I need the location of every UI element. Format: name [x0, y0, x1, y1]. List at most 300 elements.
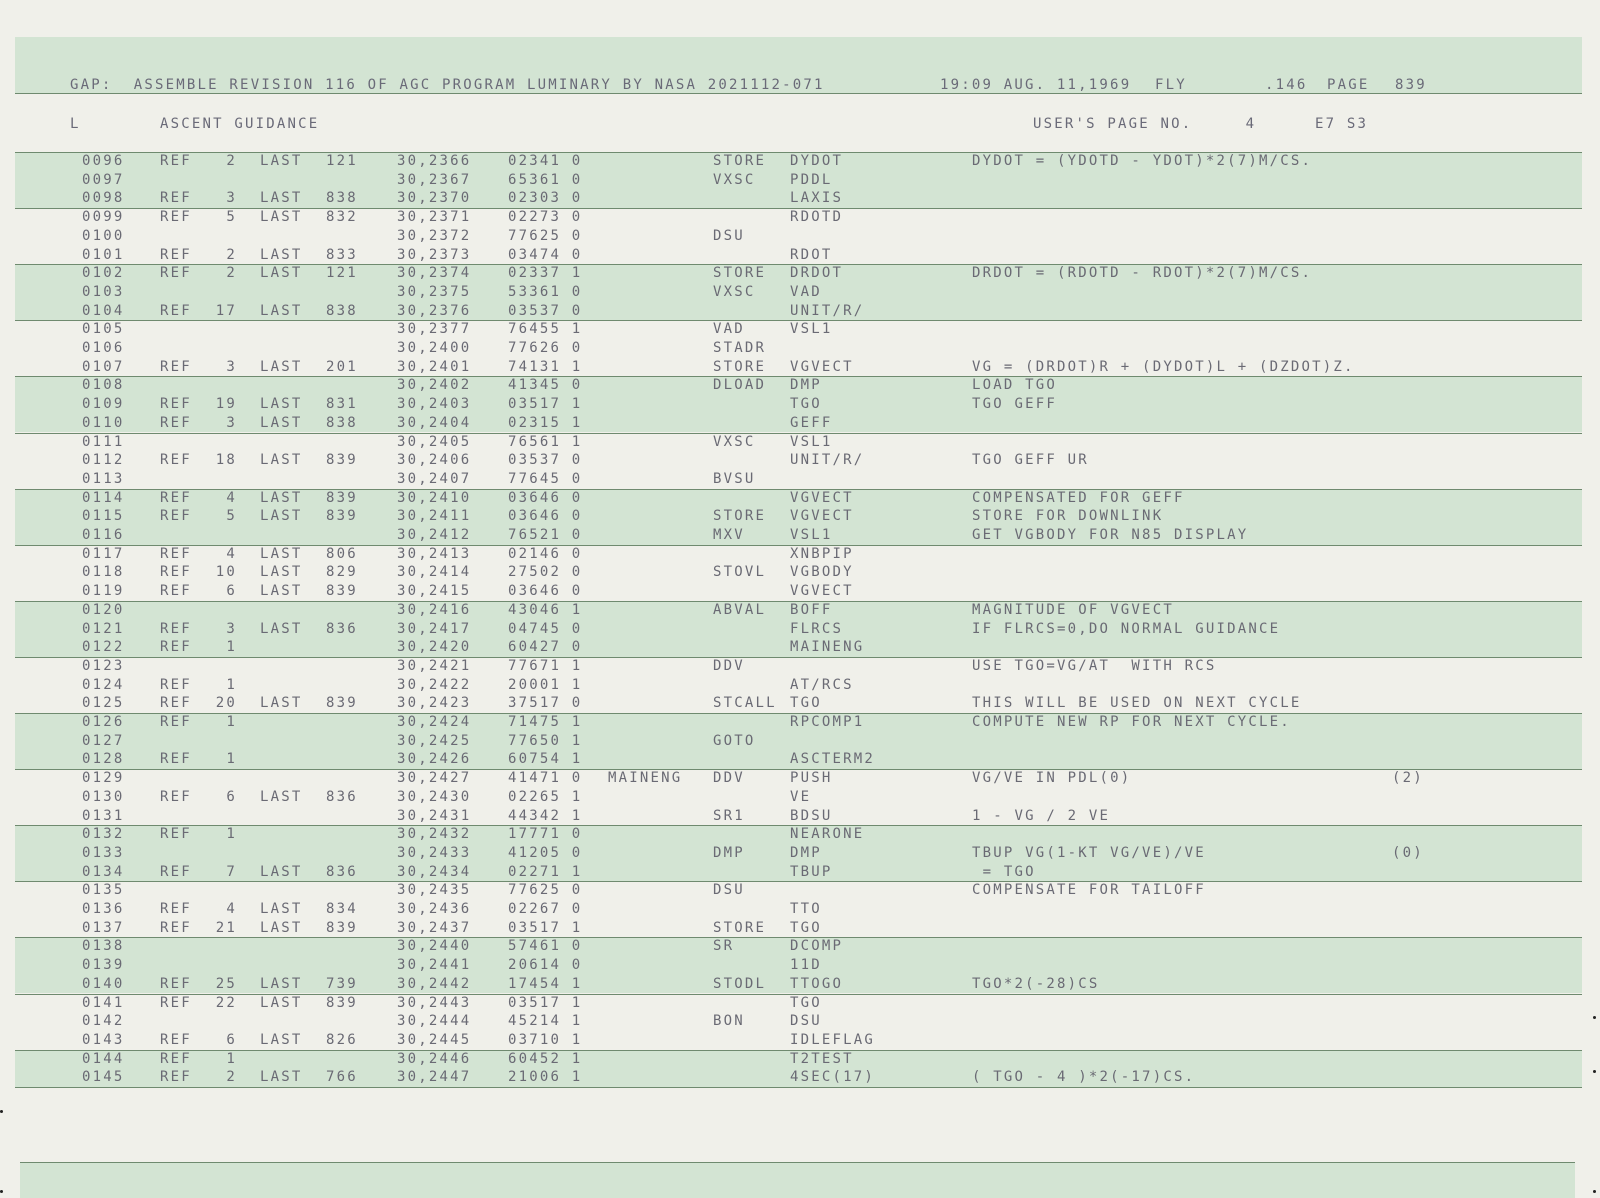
row-addr: 30,2425	[397, 732, 472, 749]
row-addr: 30,2430	[397, 788, 472, 805]
row-addr: 30,2375	[397, 283, 472, 300]
row-word: 77625 0	[508, 227, 583, 244]
row-word: 02273 0	[508, 209, 583, 226]
row-line: 0113	[82, 470, 125, 487]
listing-row	[0, 489, 1600, 508]
listing-row	[0, 545, 1600, 564]
row-ref: REF	[160, 1031, 192, 1048]
row-op: STORE	[713, 265, 767, 282]
row-comment: GET VGBODY FOR N85 DISPLAY	[972, 527, 1249, 543]
row-addr: 30,2403	[397, 396, 472, 413]
listing-row	[0, 451, 1600, 470]
row-comment: VG = (DRDOT)R + (DYDOT)L + (DZDOT)Z.	[972, 358, 1355, 375]
row-lastn: 829	[326, 564, 358, 581]
row-refn: 21	[215, 919, 237, 936]
row-refn: 1	[226, 639, 237, 656]
row-op: VXSC	[713, 171, 756, 188]
row-refn: 18	[215, 452, 237, 469]
row-line: 0118	[82, 564, 125, 581]
row-right: (2)	[1392, 770, 1424, 787]
listing-row	[0, 1050, 1600, 1069]
header-title: GAP: ASSEMBLE REVISION 116 OF AGC PROGRAM LUMINARY BY NASA 2021112-071	[70, 77, 825, 93]
row-word: 02271 1	[508, 863, 583, 880]
row-addr: 30,2437	[397, 919, 472, 936]
listing-row	[0, 171, 1600, 190]
row-line: 0140	[82, 975, 125, 992]
row-operand: DMP	[790, 844, 822, 861]
listing-row	[0, 732, 1600, 751]
row-ref: REF	[160, 358, 192, 375]
row-operand: VGVECT	[790, 489, 854, 506]
row-addr: 30,2432	[397, 826, 472, 843]
listing-row	[0, 283, 1600, 302]
row-word: 03517 1	[508, 919, 583, 936]
row-word: 03474 0	[508, 246, 583, 263]
row-lastn: 839	[326, 695, 358, 712]
row-word: 02315 1	[508, 414, 583, 431]
row-op: DSU	[713, 227, 745, 244]
row-word: 71475 1	[508, 714, 583, 730]
row-addr: 30,2421	[397, 657, 472, 674]
row-line: 0124	[82, 676, 125, 693]
row-addr: 30,2416	[397, 601, 472, 618]
row-refn: 6	[226, 1031, 237, 1048]
subheader-col-l: L	[70, 116, 81, 132]
row-comment: TBUP VG(1-KT VG/VE)/VE	[972, 844, 1206, 861]
row-refn: 2	[226, 265, 237, 282]
row-refn: 25	[215, 975, 237, 992]
row-word: 20001 1	[508, 676, 583, 693]
row-op: SR1	[713, 807, 745, 824]
row-line: 0121	[82, 620, 125, 637]
row-addr: 30,2410	[397, 489, 472, 506]
row-word: 53361 0	[508, 283, 583, 300]
row-operand: TGO	[790, 396, 822, 413]
row-operand: VSL1	[790, 321, 833, 338]
row-refn: 17	[215, 302, 237, 319]
row-word: 77626 0	[508, 340, 583, 356]
row-op: DSU	[713, 882, 745, 899]
listing-row	[0, 208, 1600, 227]
row-addr: 30,2427	[397, 770, 472, 787]
row-lastn: 839	[326, 489, 358, 506]
row-lastn: 838	[326, 302, 358, 319]
listing-row	[0, 470, 1600, 489]
row-ref: REF	[160, 919, 192, 936]
listing-row	[0, 900, 1600, 919]
row-operand: GEFF	[790, 414, 833, 431]
row-op: GOTO	[713, 732, 756, 749]
row-ref: REF	[160, 508, 192, 525]
row-last: LAST	[260, 209, 303, 226]
row-operand: UNIT/R/	[790, 302, 865, 319]
listing-row	[0, 694, 1600, 713]
row-op: STODL	[713, 975, 767, 992]
row-word: 03537 0	[508, 302, 583, 319]
row-operand: PUSH	[790, 770, 833, 787]
margin-dot	[0, 1110, 3, 1113]
listing-row	[0, 601, 1600, 620]
listing-row	[0, 1031, 1600, 1050]
row-ref: REF	[160, 975, 192, 992]
row-word: 02341 0	[508, 153, 583, 169]
row-operand: T2TEST	[790, 1050, 854, 1067]
row-comment: LOAD TGO	[972, 377, 1058, 394]
row-op: BVSU	[713, 470, 756, 487]
row-lastn: 839	[326, 919, 358, 936]
row-refn: 5	[226, 508, 237, 525]
row-lastn: 838	[326, 190, 358, 207]
row-comment: USE TGO=VG/AT WITH RCS	[972, 657, 1217, 674]
row-ref: REF	[160, 1050, 192, 1067]
row-operand: TTOGO	[790, 975, 844, 992]
row-addr: 30,2413	[397, 545, 472, 562]
row-last: LAST	[260, 302, 303, 319]
row-addr: 30,2422	[397, 676, 472, 693]
row-lastn: 826	[326, 1031, 358, 1048]
row-last: LAST	[260, 414, 303, 431]
row-comment: TGO GEFF	[972, 396, 1058, 413]
row-operand: RDOT	[790, 246, 833, 263]
row-line: 0102	[82, 265, 125, 282]
row-addr: 30,2424	[397, 714, 472, 730]
listing-row	[0, 769, 1600, 788]
row-comment: COMPENSATED FOR GEFF	[972, 489, 1185, 506]
listing-row	[0, 320, 1600, 339]
row-last: LAST	[260, 396, 303, 413]
row-comment: COMPENSATE FOR TAILOFF	[972, 882, 1206, 899]
row-line: 0106	[82, 340, 125, 356]
row-addr: 30,2372	[397, 227, 472, 244]
row-word: 03646 0	[508, 508, 583, 525]
row-word: 60754 1	[508, 751, 583, 768]
row-refn: 2	[226, 153, 237, 169]
row-operand: VE	[790, 788, 812, 805]
row-refn: 1	[226, 751, 237, 768]
row-word: 02265 1	[508, 788, 583, 805]
listing-row	[0, 507, 1600, 526]
row-operand: BDSU	[790, 807, 833, 824]
subheader-users-page: USER'S PAGE NO. 4	[1033, 116, 1257, 132]
row-addr: 30,2377	[397, 321, 472, 338]
row-refn: 4	[226, 489, 237, 506]
header-page-num: 839	[1395, 77, 1427, 93]
row-addr: 30,2376	[397, 302, 472, 319]
row-line: 0105	[82, 321, 125, 338]
row-last: LAST	[260, 452, 303, 469]
row-lastn: 839	[326, 994, 358, 1011]
row-addr: 30,2366	[397, 153, 472, 169]
row-line: 0108	[82, 377, 125, 394]
row-word: 02303 0	[508, 190, 583, 207]
row-ref: REF	[160, 153, 192, 169]
group-rule	[15, 1087, 1582, 1088]
row-last: LAST	[260, 695, 303, 712]
header-page-label: PAGE	[1327, 77, 1370, 93]
margin-dot	[1593, 1016, 1596, 1019]
row-word: 76455 1	[508, 321, 583, 338]
row-ref: REF	[160, 1069, 192, 1086]
row-line: 0141	[82, 994, 125, 1011]
row-operand: VSL1	[790, 527, 833, 543]
row-comment: VG/VE IN PDL(0)	[972, 770, 1132, 787]
row-operand: DCOMP	[790, 938, 844, 955]
row-last: LAST	[260, 190, 303, 207]
row-lastn: 121	[326, 265, 358, 282]
row-operand: VGVECT	[790, 583, 854, 600]
row-comment: 1 - VG / 2 VE	[972, 807, 1111, 824]
row-comment: TGO*2(-28)CS	[972, 975, 1100, 992]
row-last: LAST	[260, 508, 303, 525]
row-refn: 4	[226, 545, 237, 562]
header-time: 19:09 AUG. 11,1969	[940, 77, 1132, 93]
row-last: LAST	[260, 265, 303, 282]
listing-row	[0, 433, 1600, 452]
row-comment: COMPUTE NEW RP FOR NEXT CYCLE.	[972, 714, 1291, 730]
row-operand: TGO	[790, 695, 822, 712]
row-addr: 30,2423	[397, 695, 472, 712]
row-ref: REF	[160, 901, 192, 917]
row-operand: XNBPIP	[790, 545, 854, 562]
listing-row	[0, 227, 1600, 246]
row-operand: 4SEC(17)	[790, 1069, 876, 1086]
listing-row	[0, 713, 1600, 732]
row-word: 77645 0	[508, 470, 583, 487]
listing-row	[0, 638, 1600, 657]
row-addr: 30,2436	[397, 901, 472, 917]
row-line: 0145	[82, 1069, 125, 1086]
row-refn: 1	[226, 714, 237, 730]
row-refn: 3	[226, 358, 237, 375]
row-lastn: 739	[326, 975, 358, 992]
row-line: 0127	[82, 732, 125, 749]
row-refn: 20	[215, 695, 237, 712]
row-addr: 30,2431	[397, 807, 472, 824]
row-op: STADR	[713, 340, 767, 356]
row-comment: STORE FOR DOWNLINK	[972, 508, 1164, 525]
row-refn: 1	[226, 826, 237, 843]
row-operand: LAXIS	[790, 190, 844, 207]
row-addr: 30,2417	[397, 620, 472, 637]
listing-row	[0, 919, 1600, 938]
row-op: STOVL	[713, 564, 767, 581]
row-addr: 30,2415	[397, 583, 472, 600]
row-op: ABVAL	[713, 601, 767, 618]
row-ref: REF	[160, 620, 192, 637]
row-word: 77625 0	[508, 882, 583, 899]
row-addr: 30,2414	[397, 564, 472, 581]
row-op: DLOAD	[713, 377, 767, 394]
row-addr: 30,2370	[397, 190, 472, 207]
row-addr: 30,2374	[397, 265, 472, 282]
row-lastn: 806	[326, 545, 358, 562]
listing-row	[0, 956, 1600, 975]
row-word: 60427 0	[508, 639, 583, 656]
row-addr: 30,2401	[397, 358, 472, 375]
row-lastn: 839	[326, 452, 358, 469]
row-addr: 30,2367	[397, 171, 472, 188]
row-operand: ASCTERM2	[790, 751, 876, 768]
row-comment: IF FLRCS=0,DO NORMAL GUIDANCE	[972, 620, 1281, 637]
row-line: 0111	[82, 433, 125, 450]
row-word: 43046 1	[508, 601, 583, 618]
listing-row	[0, 395, 1600, 414]
listing-row	[0, 881, 1600, 900]
row-lastn: 836	[326, 788, 358, 805]
margin-dot	[1593, 1190, 1596, 1193]
row-op: STORE	[713, 358, 767, 375]
row-refn: 22	[215, 994, 237, 1011]
row-operand: NEARONE	[790, 826, 865, 843]
listing-row	[0, 750, 1600, 769]
row-refn: 1	[226, 1050, 237, 1067]
row-word: 44342 1	[508, 807, 583, 824]
row-line: 0117	[82, 545, 125, 562]
listing-row	[0, 189, 1600, 208]
row-ref: REF	[160, 826, 192, 843]
row-refn: 3	[226, 190, 237, 207]
subheader-code: E7 S3	[1315, 116, 1369, 132]
row-line: 0134	[82, 863, 125, 880]
row-op: STCALL	[713, 695, 777, 712]
row-lastn: 839	[326, 508, 358, 525]
row-operand: DYDOT	[790, 153, 844, 169]
row-line: 0144	[82, 1050, 125, 1067]
row-line: 0130	[82, 788, 125, 805]
row-line: 0120	[82, 601, 125, 618]
row-operand: DRDOT	[790, 265, 844, 282]
row-ref: REF	[160, 489, 192, 506]
row-operand: FLRCS	[790, 620, 844, 637]
row-word: 57461 0	[508, 938, 583, 955]
row-ref: REF	[160, 863, 192, 880]
row-addr: 30,2411	[397, 508, 472, 525]
row-addr: 30,2371	[397, 209, 472, 226]
listing-row	[0, 526, 1600, 545]
listing-row	[0, 302, 1600, 321]
row-lastn: 838	[326, 414, 358, 431]
row-line: 0133	[82, 844, 125, 861]
row-refn: 6	[226, 788, 237, 805]
row-word: 03646 0	[508, 489, 583, 506]
listing-row	[0, 563, 1600, 582]
row-lastn: 766	[326, 1069, 358, 1086]
row-operand: TTO	[790, 901, 822, 917]
row-word: 60452 1	[508, 1050, 583, 1067]
row-line: 0138	[82, 938, 125, 955]
row-addr: 30,2443	[397, 994, 472, 1011]
row-word: 76521 0	[508, 527, 583, 543]
listing-row	[0, 937, 1600, 956]
row-right: (0)	[1392, 844, 1424, 861]
row-line: 0112	[82, 452, 125, 469]
row-word: 02337 1	[508, 265, 583, 282]
row-ref: REF	[160, 714, 192, 730]
row-addr: 30,2447	[397, 1069, 472, 1086]
row-addr: 30,2402	[397, 377, 472, 394]
row-word: 03517 1	[508, 396, 583, 413]
row-line: 0129	[82, 770, 125, 787]
row-lastn: 833	[326, 246, 358, 263]
row-op: STORE	[713, 153, 767, 169]
row-line: 0131	[82, 807, 125, 824]
row-word: 37517 0	[508, 695, 583, 712]
row-ref: REF	[160, 265, 192, 282]
row-refn: 3	[226, 620, 237, 637]
row-op: DDV	[713, 770, 745, 787]
row-last: LAST	[260, 153, 303, 169]
row-line: 0143	[82, 1031, 125, 1048]
row-word: 03537 0	[508, 452, 583, 469]
row-addr: 30,2441	[397, 957, 472, 974]
row-refn: 3	[226, 414, 237, 431]
row-ref: REF	[160, 246, 192, 263]
row-refn: 5	[226, 209, 237, 226]
row-line: 0097	[82, 171, 125, 188]
row-line: 0096	[82, 153, 125, 169]
row-line: 0101	[82, 246, 125, 263]
row-word: 41345 0	[508, 377, 583, 394]
row-operand: UNIT/R/	[790, 452, 865, 469]
listing-row	[0, 339, 1600, 358]
row-addr: 30,2435	[397, 882, 472, 899]
row-last: LAST	[260, 994, 303, 1011]
row-line: 0139	[82, 957, 125, 974]
listing-row	[0, 1068, 1600, 1087]
listing-row	[0, 376, 1600, 395]
row-comment: DYDOT = (YDOTD - YDOT)*2(7)M/CS.	[972, 153, 1313, 169]
row-operand: DMP	[790, 377, 822, 394]
subheader-section: ASCENT GUIDANCE	[160, 116, 320, 132]
bottom-rule	[20, 1162, 1575, 1163]
row-ref: REF	[160, 994, 192, 1011]
row-addr: 30,2433	[397, 844, 472, 861]
row-last: LAST	[260, 564, 303, 581]
listing-row	[0, 844, 1600, 863]
row-line: 0100	[82, 227, 125, 244]
row-lastn: 834	[326, 901, 358, 917]
row-comment: TGO GEFF UR	[972, 452, 1089, 469]
row-comment: THIS WILL BE USED ON NEXT CYCLE	[972, 695, 1302, 712]
row-op: DMP	[713, 844, 745, 861]
listing-row	[0, 863, 1600, 882]
row-line: 0126	[82, 714, 125, 730]
row-lastn: 831	[326, 396, 358, 413]
header-fly: FLY	[1155, 77, 1187, 93]
row-addr: 30,2426	[397, 751, 472, 768]
row-ref: REF	[160, 676, 192, 693]
row-addr: 30,2420	[397, 639, 472, 656]
listing-row	[0, 582, 1600, 601]
row-line: 0107	[82, 358, 125, 375]
listing-row	[0, 358, 1600, 377]
margin-dot	[0, 1190, 3, 1193]
listing-row	[0, 620, 1600, 639]
row-op: MXV	[713, 527, 745, 543]
listing-row	[0, 152, 1600, 171]
row-op: VAD	[713, 321, 745, 338]
row-last: LAST	[260, 788, 303, 805]
row-word: 77671 1	[508, 657, 583, 674]
row-line: 0098	[82, 190, 125, 207]
row-operand: TGO	[790, 919, 822, 936]
row-line: 0114	[82, 489, 125, 506]
row-word: 74131 1	[508, 358, 583, 375]
row-operand: MAINENG	[790, 639, 865, 656]
row-line: 0116	[82, 527, 125, 543]
row-addr: 30,2440	[397, 938, 472, 955]
row-addr: 30,2445	[397, 1031, 472, 1048]
